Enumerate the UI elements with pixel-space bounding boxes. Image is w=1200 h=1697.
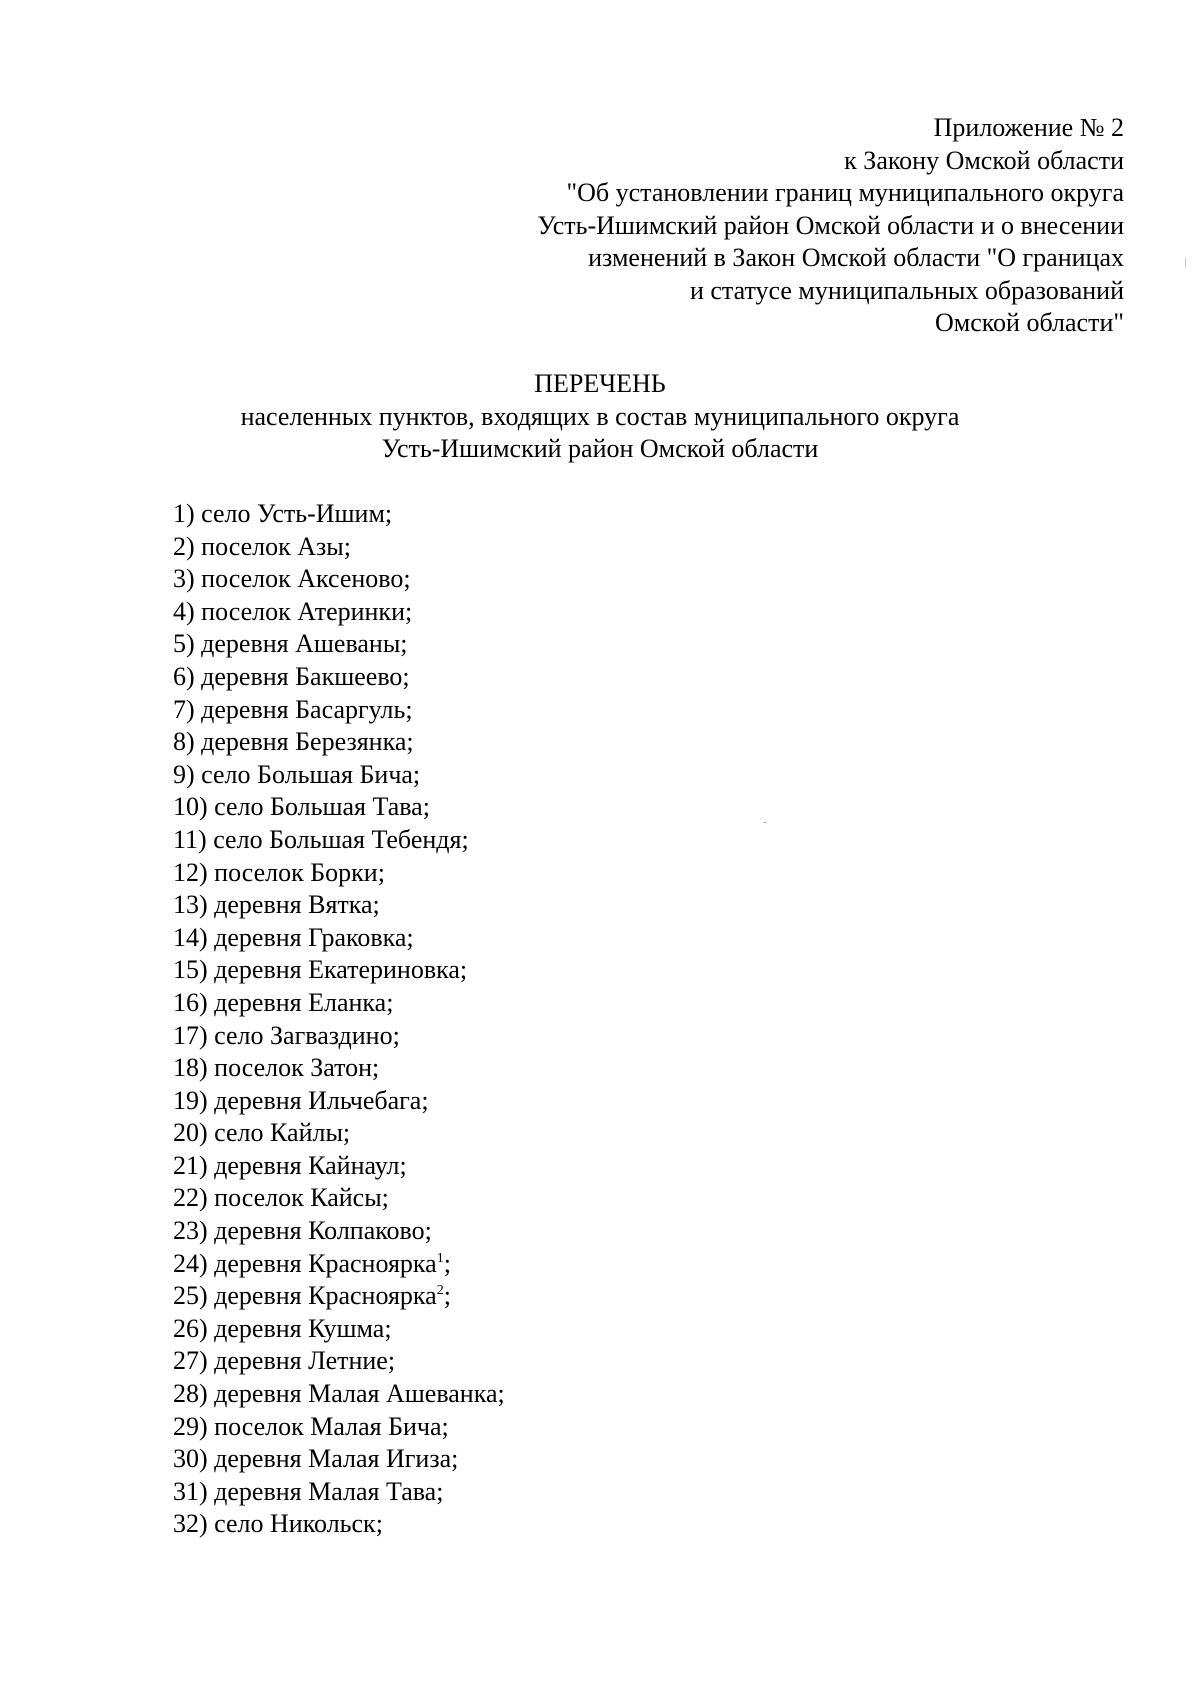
list-item-text: 24) деревня Красноярка — [173, 1248, 437, 1278]
list-item — [173, 1280, 973, 1313]
list-item — [173, 1117, 973, 1150]
appendix-line: к Закону Омской области — [844, 145, 1124, 175]
list-item-text: 11) село Большая Тебендя; — [173, 824, 469, 854]
list-item — [173, 824, 973, 857]
list-item-superscript: 1 — [436, 1250, 444, 1266]
appendix-header — [364, 112, 1124, 340]
list-item — [173, 1150, 973, 1183]
list-item-text: 2) поселок Азы; — [173, 531, 351, 561]
list-item-text: 21) деревня Кайнаул; — [173, 1150, 407, 1180]
appendix-line: и статусе муниципальных образований — [689, 275, 1124, 305]
list-item — [173, 1476, 973, 1509]
list-item-text: 29) поселок Малая Бича; — [173, 1411, 449, 1441]
list-item-text: 18) поселок Затон; — [173, 1053, 380, 1083]
list-item-text: 8) деревня Березянка; — [173, 727, 414, 757]
appendix-line: Приложение № 2 — [933, 113, 1124, 142]
list-item-text: 6) деревня Бакшеево; — [173, 661, 410, 691]
list-item — [173, 694, 973, 727]
list-item — [173, 563, 973, 596]
list-item-text: 14) деревня Граковка; — [173, 922, 414, 952]
list-item-text: 19) деревня Ильчебага; — [173, 1085, 429, 1115]
list-item — [173, 1020, 973, 1053]
list-item-text: 30) деревня Малая Игиза; — [173, 1444, 459, 1474]
list-item-end: ; — [443, 1248, 451, 1278]
scan-artifact — [1185, 258, 1186, 268]
list-item-text: 23) деревня Колпаково; — [173, 1216, 432, 1246]
list-item-text: 28) деревня Малая Ашеванка; — [173, 1379, 505, 1409]
list-item-text: 26) деревня Кушма; — [173, 1313, 392, 1343]
list-item-text: 25) деревня Красноярка — [173, 1281, 437, 1311]
list-item — [173, 1508, 973, 1541]
list-item-text: 27) деревня Летние; — [173, 1346, 396, 1376]
appendix-line: изменений в Закон Омской области "О границах — [588, 243, 1124, 272]
list-item — [173, 1313, 973, 1346]
list-item-text: 4) поселок Атеринки; — [173, 596, 413, 626]
list-item-text: 22) поселок Кайсы; — [173, 1183, 389, 1213]
list-item-text: 5) деревня Ашеваны; — [173, 629, 408, 659]
title-subtitle-line: населенных пунктов, входящих в состав муниципального округа — [240, 401, 960, 431]
list-item — [173, 1052, 973, 1085]
list-item — [173, 596, 973, 629]
list-item-text: 15) деревня Екатериновка; — [173, 955, 468, 985]
title-subtitle-line: Усть-Ишимский район Омской области — [381, 434, 819, 463]
appendix-line: "Об установлении границ муниципального округа — [566, 178, 1124, 207]
list-item-text: 20) село Кайлы; — [173, 1118, 351, 1148]
appendix-line: Усть-Ишимский район Омской области и о внесении — [537, 210, 1124, 240]
list-item-superscript: 2 — [436, 1283, 444, 1299]
list-item — [173, 987, 973, 1020]
list-item-text: 12) поселок Борки; — [173, 857, 385, 887]
list-item — [173, 1248, 973, 1281]
list-item — [173, 1345, 973, 1378]
list-item — [173, 954, 973, 987]
list-item — [173, 1215, 973, 1248]
title-heading: ПЕРЕЧЕНЬ — [534, 369, 666, 398]
list-item — [173, 1182, 973, 1215]
list-item-end: ; — [443, 1281, 451, 1311]
list-item — [173, 1085, 973, 1118]
list-item — [173, 922, 973, 955]
list-item-text: 7) деревня Басаргуль; — [173, 694, 413, 724]
list-item-text: 16) деревня Еланка; — [173, 987, 394, 1017]
list-item-text: 3) поселок Аксеново; — [173, 564, 411, 594]
list-item-text: 1) село Усть-Ишим; — [173, 499, 393, 528]
list-item — [173, 1443, 973, 1476]
list-item-text: 13) деревня Вятка; — [173, 890, 380, 920]
list-item-text: 31) деревня Малая Тава; — [173, 1476, 444, 1506]
list-item — [173, 759, 973, 792]
scan-artifact — [764, 822, 766, 823]
list-item — [173, 791, 973, 824]
appendix-line: Омской области" — [934, 308, 1124, 337]
list-item — [173, 661, 973, 694]
list-item — [173, 498, 973, 531]
list-item-text: 10) село Большая Тава; — [173, 792, 430, 822]
settlement-list — [173, 498, 973, 1541]
list-item-text: 32) село Никольск; — [173, 1509, 383, 1539]
document-title — [0, 368, 1200, 466]
list-item — [173, 889, 973, 922]
list-item — [173, 1411, 973, 1444]
list-item-text: 9) село Большая Бича; — [173, 759, 421, 789]
list-item — [173, 857, 973, 890]
list-item — [173, 531, 973, 564]
list-item — [173, 726, 973, 759]
list-item — [173, 628, 973, 661]
list-item-text: 17) село Загваздино; — [173, 1020, 400, 1050]
list-item — [173, 1378, 973, 1411]
